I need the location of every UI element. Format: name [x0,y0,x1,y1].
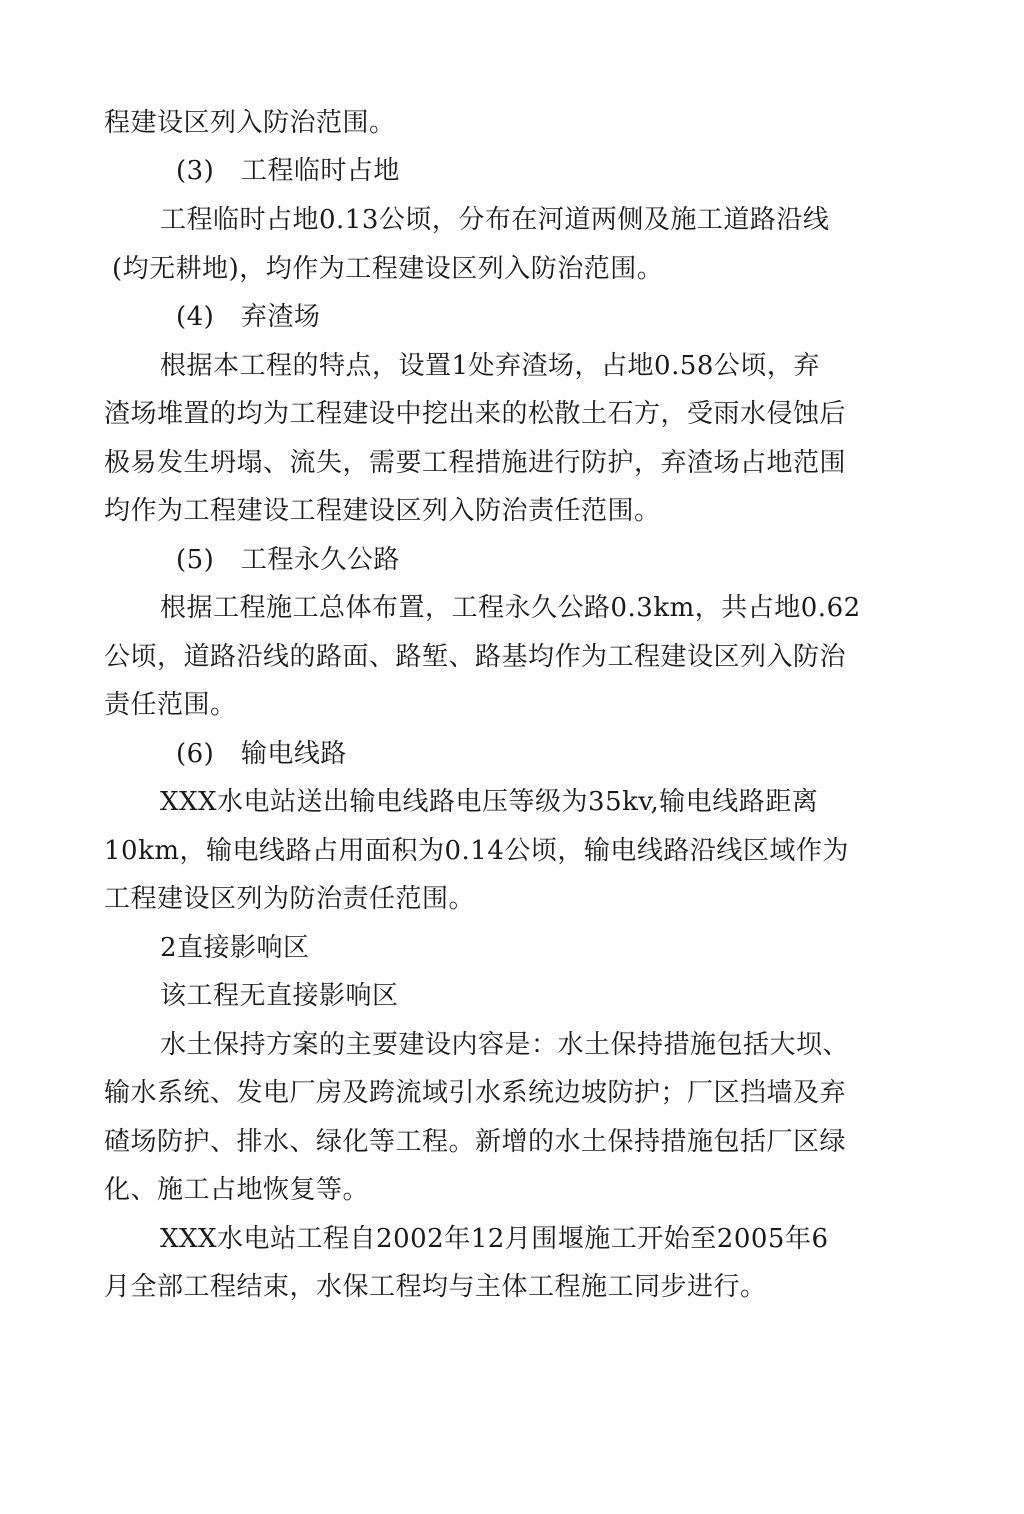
section-heading: (6) 输电线路 [176,739,347,769]
text-line: 碴场防护、排水、绿化等工程。新增的水土保持措施包括厂区绿 [104,1127,847,1157]
text-line: 输水系统、发电厂房及跨流域引水系统边坡防护；厂区挡墙及弃 [104,1078,847,1108]
text-line: 工程临时占地0.13公顷，分布在河道两侧及施工道路沿线 [160,205,830,235]
text-line: 水土保持方案的主要建设内容是：水土保持措施包括大坝、 [160,1030,850,1060]
text-line: 10km，输电线路占用面积为0.14公顷，输电线路沿线区域作为 [104,836,849,866]
text-line: 均作为工程建设工程建设区列入防治责任范围。 [104,496,661,526]
text-line: 月全部工程结束，水保工程均与主体工程施工同步进行。 [104,1272,767,1302]
text-line: 公顷，道路沿线的路面、路堑、路基均作为工程建设区列入防治 [104,642,847,672]
text-line: 该工程无直接影响区 [160,981,399,1011]
text-line: 工程建设区列为防治责任范围。 [104,884,476,914]
text-line: 极易发生坍塌、流失，需要工程措施进行防护，弃渣场占地范围 [104,448,847,478]
section-heading: 2直接影响区 [160,933,310,963]
text-line: 程建设区列入防治范围。 [104,108,396,138]
text-line: 化、施工占地恢复等。 [104,1175,370,1205]
section-heading: (4) 弃渣场 [176,302,321,332]
section-heading: (3) 工程临时占地 [176,156,400,186]
section-heading: (5) 工程永久公路 [176,545,400,575]
text-line: (均无耕地)，均作为工程建设区列入防治范围。 [112,254,664,284]
text-line: 渣场堆置的均为工程建设中挖出来的松散土石方，受雨水侵蚀后 [104,399,847,429]
text-line: 责任范围。 [104,690,237,720]
text-line: 根据本工程的特点，设置1处弃渣场，占地0.58公顷，弃 [160,351,820,381]
text-line: XXX水电站送出输电线路电压等级为35kv,输电线路距离 [160,787,819,817]
text-line: XXX水电站工程自2002年12月围堰施工开始至2005年6 [160,1224,829,1254]
text-line: 根据工程施工总体布置，工程永久公路0.3km，共占地0.62 [160,593,861,623]
